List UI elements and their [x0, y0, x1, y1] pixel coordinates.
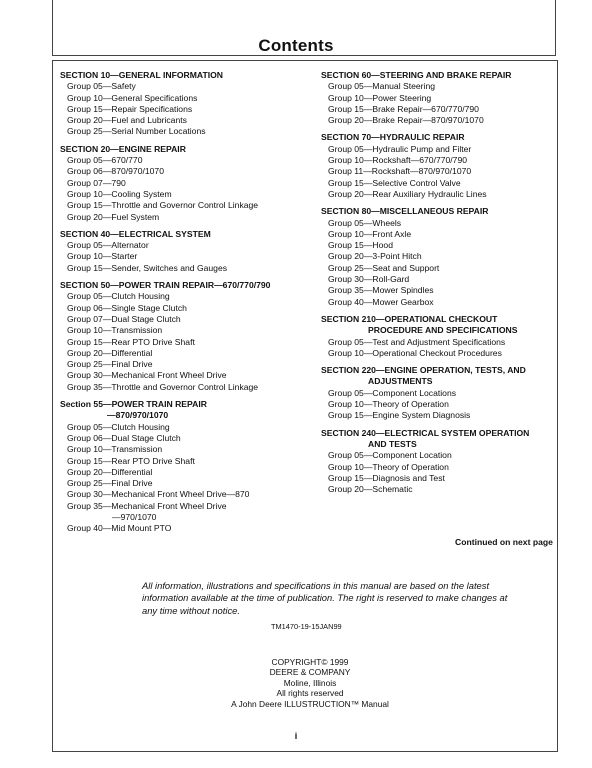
publication-notice: All information, illustrations and specifications in this manual are based on the latest information available at the time of publication. The right is reserved to make changes at any time without notice.: [142, 580, 508, 616]
toc-group-entry: Group 25—Final Drive: [67, 478, 153, 489]
toc-group-entry: Group 10—Cooling System: [67, 188, 172, 199]
section-heading-continuation: AND TESTS: [368, 438, 417, 449]
toc-group-entry: Group 15—Sender, Switches and Gauges: [67, 262, 228, 273]
toc-group-entry: Group 10—Theory of Operation: [328, 461, 449, 472]
toc-group-entry: —970/1070: [112, 511, 157, 522]
section-heading: SECTION 80—MISCELLANEOUS REPAIR: [321, 206, 489, 217]
tm-code: TM1470-19-15JAN99: [271, 622, 342, 631]
page-number: i: [294, 731, 298, 741]
page-title: Contents: [258, 36, 334, 55]
toc-group-entry: Group 35—Mower Spindles: [328, 285, 434, 296]
toc-section: [60, 229, 312, 274]
section-heading: SECTION 210—OPERATIONAL CHECKOUT: [321, 313, 498, 324]
toc-group-entry: Group 30—Mechanical Front Wheel Drive: [67, 370, 227, 381]
toc-group-entry: Group 11—Rockshaft—870/970/1070: [328, 166, 472, 177]
toc-group-entry: Group 05—Manual Steering: [328, 81, 436, 92]
toc-section: [321, 428, 557, 496]
toc-group-entry: Group 20—Schematic: [328, 484, 413, 495]
toc-group-entry: Group 05—Hydraulic Pump and Filter: [328, 143, 472, 154]
toc-section: [60, 399, 312, 535]
section-heading-continuation: —870/970/1070: [107, 410, 169, 421]
toc-group-entry: Group 35—Throttle and Governor Control Linkage: [67, 381, 259, 392]
toc-group-entry: Group 20—Fuel System: [67, 211, 160, 222]
section-heading: SECTION 220—ENGINE OPERATION, TESTS, AND: [321, 365, 526, 376]
toc-group-entry: Group 05—Test and Adjustment Specifications: [328, 336, 506, 347]
toc-group-entry: Group 10—Transmission: [67, 444, 163, 455]
toc-group-entry: Group 07—Dual Stage Clutch: [67, 313, 181, 324]
toc-group-entry: Group 30—Roll-Gard: [328, 274, 410, 285]
toc-group-entry: Group 06—Single Stage Clutch: [67, 302, 187, 313]
toc-group-entry: Group 06—870/970/1070: [67, 166, 164, 177]
toc-group-entry: Group 10—General Specifications: [67, 92, 198, 103]
toc-group-entry: Group 15—Rear PTO Drive Shaft: [67, 455, 195, 466]
toc-group-entry: Group 10—Operational Checkout Procedures: [328, 347, 502, 358]
section-heading-continuation: ADJUSTMENTS: [368, 376, 433, 387]
toc-group-entry: Group 15—Repair Specifications: [67, 103, 193, 114]
toc-group-entry: Group 05—Alternator: [67, 240, 149, 251]
toc-group-entry: Group 20—Differential: [67, 466, 153, 477]
section-heading: SECTION 60—STEERING AND BRAKE REPAIR: [321, 70, 512, 80]
toc-group-entry: Group 15—Throttle and Governor Control Linkage: [67, 200, 259, 211]
rights-line: All rights reserved: [276, 688, 344, 699]
section-heading: Section 55—POWER TRAIN REPAIR: [60, 399, 207, 410]
toc-group-entry: Group 07—790: [67, 177, 126, 188]
toc-section: [60, 70, 312, 138]
toc-group-entry: Group 05—670/770: [67, 155, 143, 166]
toc-group-entry: Group 05—Wheels: [328, 217, 402, 228]
toc-group-entry: Group 25—Serial Number Locations: [67, 126, 206, 137]
toc-group-entry: Group 20—Brake Repair—870/970/1070: [328, 115, 484, 126]
contents-left-column: [60, 70, 312, 541]
toc-group-entry: Group 15—Diagnosis and Test: [328, 472, 445, 483]
copyright-line: COPYRIGHT© 1999: [271, 657, 349, 667]
company-line: DEERE & COMPANY: [269, 667, 351, 678]
toc-section: [321, 314, 557, 359]
toc-group-entry: Group 30—Mechanical Front Wheel Drive—870: [67, 489, 250, 500]
continued-note: Continued on next page: [455, 537, 553, 547]
manual-type-line: A John Deere ILLUSTRUCTION™ Manual: [231, 698, 389, 709]
toc-group-entry: Group 06—Dual Stage Clutch: [67, 432, 181, 443]
toc-group-entry: Group 20—3-Point Hitch: [328, 251, 422, 262]
toc-group-entry: Group 10—Starter: [67, 251, 138, 262]
contents-right-column: [321, 70, 557, 501]
toc-group-entry: Group 40—Mower Gearbox: [328, 296, 434, 307]
toc-section: [321, 132, 557, 200]
toc-group-entry: Group 20—Rear Auxiliary Hydraulic Lines: [328, 188, 487, 199]
toc-group-entry: Group 25—Final Drive: [67, 359, 153, 370]
toc-group-entry: Group 35—Mechanical Front Wheel Drive: [67, 500, 227, 511]
toc-group-entry: Group 15—Hood: [328, 240, 393, 251]
toc-group-entry: Group 10—Rockshaft—670/770/790: [328, 155, 468, 166]
toc-group-entry: Group 20—Fuel and Lubricants: [67, 115, 187, 126]
toc-section: [60, 280, 312, 393]
toc-group-entry: Group 20—Differential: [67, 347, 153, 358]
toc-section: [321, 365, 557, 421]
toc-group-entry: Group 05—Safety: [67, 81, 136, 92]
section-heading: SECTION 10—GENERAL INFORMATION: [60, 70, 223, 80]
toc-group-entry: Group 15—Selective Control Valve: [328, 177, 461, 188]
toc-group-entry: Group 40—Mid Mount PTO: [67, 523, 172, 534]
toc-group-entry: Group 10—Theory of Operation: [328, 399, 449, 410]
toc-group-entry: Group 15—Brake Repair—670/770/790: [328, 103, 479, 114]
toc-group-entry: Group 10—Power Steering: [328, 92, 432, 103]
section-heading: SECTION 50—POWER TRAIN REPAIR—670/770/790: [60, 280, 271, 291]
toc-section: [321, 70, 557, 126]
toc-group-entry: Group 05—Clutch Housing: [67, 421, 170, 432]
toc-group-entry: Group 10—Front Axle: [328, 228, 412, 239]
section-heading: SECTION 70—HYDRAULIC REPAIR: [321, 132, 465, 143]
toc-group-entry: Group 10—Transmission: [67, 325, 163, 336]
section-heading-continuation: PROCEDURE AND SPECIFICATIONS: [368, 325, 518, 336]
location-line: Moline, Illinois: [283, 677, 337, 688]
toc-group-entry: Group 05—Component Locations: [328, 387, 457, 398]
section-heading: SECTION 20—ENGINE REPAIR: [60, 143, 186, 154]
copyright-block: [210, 657, 410, 709]
toc-group-entry: Group 15—Rear PTO Drive Shaft: [67, 336, 195, 347]
toc-section: [321, 206, 557, 308]
section-heading: SECTION 240—ELECTRICAL SYSTEM OPERATION: [321, 427, 530, 438]
toc-group-entry: Group 15—Engine System Diagnosis: [328, 410, 471, 421]
toc-group-entry: Group 05—Component Location: [328, 450, 452, 461]
section-heading: SECTION 40—ELECTRICAL SYSTEM: [60, 228, 211, 239]
toc-group-entry: Group 05—Clutch Housing: [67, 291, 170, 302]
toc-section: [60, 144, 312, 223]
toc-group-entry: Group 25—Seat and Support: [328, 262, 440, 273]
